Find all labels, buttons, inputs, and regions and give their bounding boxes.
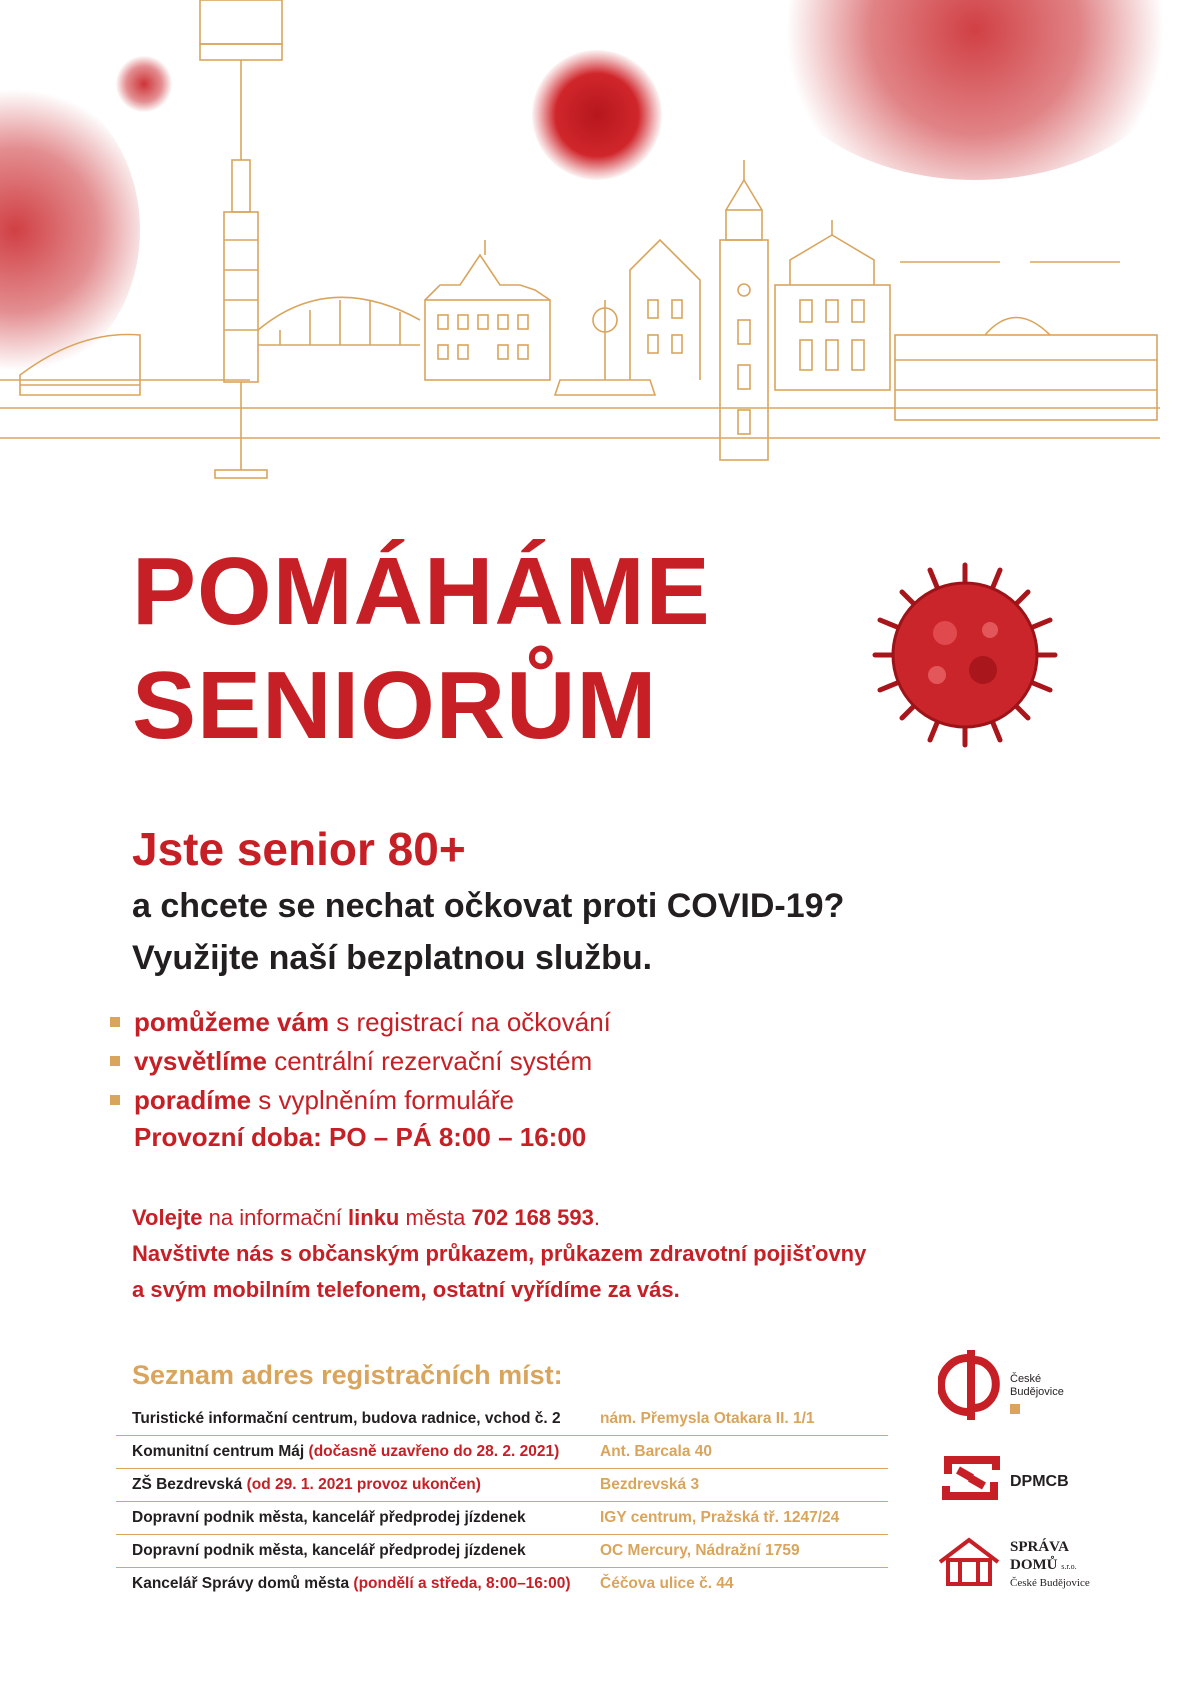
title-line-2: SENIORŮM — [132, 652, 658, 759]
place-cell: Kancelář Správy domů města (pondělí a středa, 8:00–16:00) — [132, 1575, 571, 1592]
list-item: poradíme s vyplněním formuláře — [110, 1081, 611, 1120]
ceske-budejovice-logo-icon — [938, 1346, 1004, 1424]
table-row — [116, 1403, 888, 1436]
street-cell: nám. Přemysla Otakara II. 1/1 — [594, 1403, 888, 1436]
virus-illustration — [865, 555, 1065, 755]
contact-info — [132, 1200, 866, 1308]
list-item: pomůžeme vám s registrací na očkování — [110, 1003, 611, 1042]
ceske-budejovice-logo-text: České Budějovice — [1010, 1373, 1064, 1398]
street-cell: Čéčova ulice č. 44 — [600, 1575, 734, 1592]
table-row — [116, 1568, 888, 1601]
table-row — [116, 1469, 888, 1502]
sprava-domu-house-icon — [938, 1536, 1000, 1586]
service-list — [110, 1003, 611, 1120]
call-line: Volejte na informační linku města 702 168 593. — [132, 1205, 600, 1230]
place-cell: Dopravní podnik města, kancelář předprodej jízdenek — [116, 1535, 594, 1568]
bullet-square-icon — [110, 1095, 120, 1105]
list-item: vysvětlíme centrální rezervační systém — [110, 1042, 611, 1081]
lead-heading: Jste senior 80+ — [132, 823, 466, 875]
dpmcb-logo-icon — [938, 1448, 1004, 1508]
visit-line-1: Navštivte nás s občanským průkazem, průkazem zdravotní pojišťovny — [132, 1241, 867, 1266]
opening-hours: Provozní doba: PO – PÁ 8:00 – 16:00 — [134, 1122, 587, 1152]
subheading-line-1: a chcete se nechat očkovat proti COVID-19? — [132, 887, 845, 925]
place-cell: ZŠ Bezdrevská (od 29. 1. 2021 provoz ukončen) — [116, 1469, 594, 1502]
title-line-1: POMÁHÁME — [132, 538, 711, 645]
page-title — [132, 535, 711, 763]
place-cell: Dopravní podnik města, kancelář předprodej jízdenek — [116, 1502, 594, 1535]
bullet-square-icon — [110, 1056, 120, 1066]
subheading-line-2: Využijte naší bezplatnou službu. — [132, 939, 653, 977]
street-cell: Bezdrevská 3 — [594, 1469, 888, 1502]
place-cell: Turistické informační centrum, budova radnice, vchod č. 2 — [116, 1403, 594, 1436]
street-cell: OC Mercury, Nádražní 1759 — [594, 1535, 888, 1568]
street-cell: Ant. Barcala 40 — [594, 1436, 888, 1469]
logo-gold-square-icon — [1010, 1404, 1020, 1414]
address-list-title: Seznam adres registračních míst: — [132, 1360, 563, 1390]
table-row — [116, 1502, 888, 1535]
sprava-domu-logo-text: SPRÁVA DOMŮ s.r.o. České Budějovice — [1010, 1539, 1090, 1589]
subheading — [132, 880, 844, 984]
dpmcb-logo-text: DPMCB — [1010, 1473, 1069, 1490]
bullet-square-icon — [110, 1017, 120, 1027]
address-table — [116, 1403, 888, 1600]
phone-number: 702 168 593 — [471, 1205, 594, 1230]
visit-line-2: a svým mobilním telefonem, ostatní vyřídíme za vás. — [132, 1277, 680, 1302]
street-cell: IGY centrum, Pražská tř. 1247/24 — [594, 1502, 888, 1535]
place-cell: Komunitní centrum Máj (dočasně uzavřeno do 28. 2. 2021) — [116, 1436, 594, 1469]
table-row — [116, 1535, 888, 1568]
table-row — [116, 1436, 888, 1469]
city-skyline-illustration — [0, 0, 1200, 490]
